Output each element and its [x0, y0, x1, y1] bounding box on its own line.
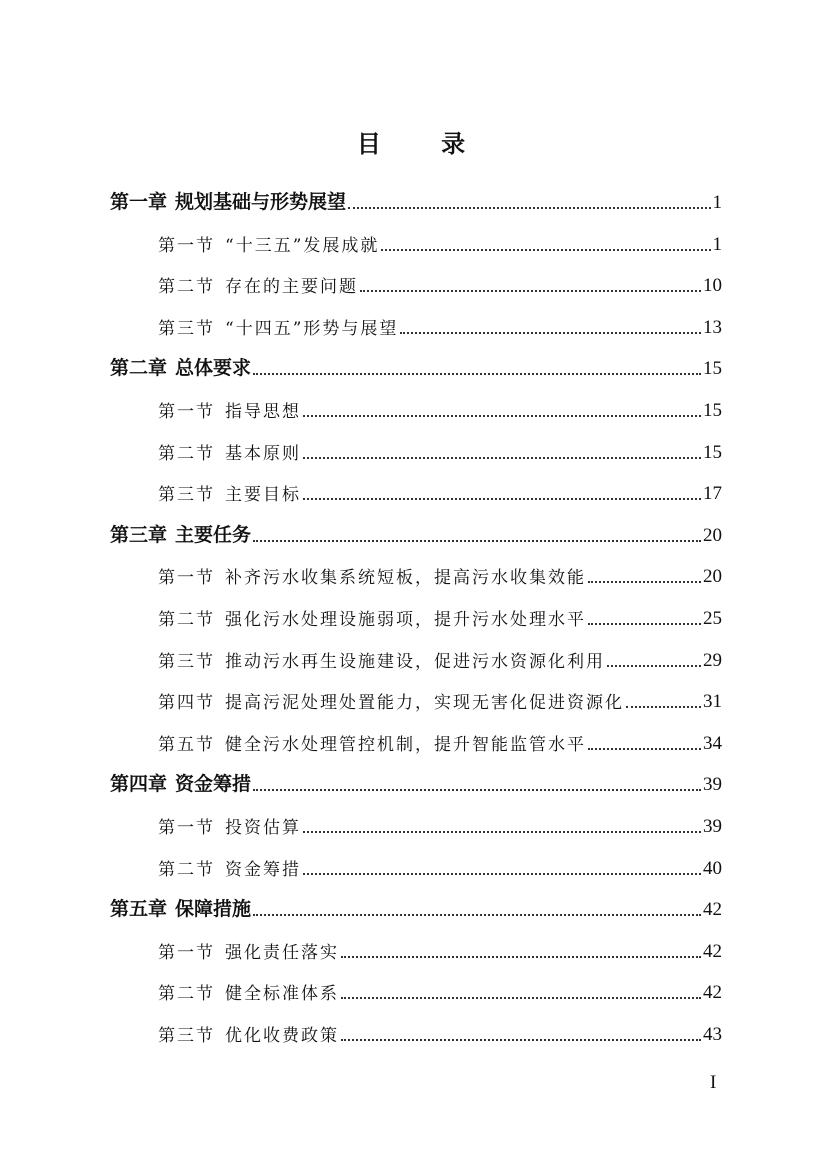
toc-entry-name: 资金筹措	[175, 773, 252, 796]
toc-section-entry[interactable]	[110, 436, 722, 464]
toc-entry-number: 第二节	[158, 610, 215, 630]
toc-entry-page: 42	[703, 940, 722, 962]
toc-entry-name: 保障措施	[175, 898, 252, 921]
toc-entry-label	[110, 520, 251, 547]
toc-entry-label	[158, 938, 339, 963]
toc-entry-name: 主要目标	[225, 485, 301, 506]
toc-dot-leader	[626, 706, 701, 708]
toc-entry-label	[158, 563, 586, 588]
toc-section-entry[interactable]	[110, 685, 722, 713]
toc-section-entry[interactable]	[110, 228, 722, 256]
toc-dot-leader	[253, 914, 701, 916]
toc-entry-number: 第一节	[158, 402, 215, 422]
toc-entry-name: 主要任务	[175, 523, 252, 546]
toc-entry-number: 第一节	[158, 818, 215, 838]
toc-entry-name: 指导思想	[225, 402, 301, 422]
toc-dot-leader	[303, 498, 701, 500]
toc-entry-name: “十三五”发展成就	[225, 235, 380, 256]
toc-entry-label	[158, 314, 398, 339]
toc-entry-number: 第二节	[158, 859, 215, 880]
toc-chapter-entry[interactable]	[110, 768, 722, 796]
toc-entry-number: 第三节	[158, 651, 215, 672]
toc-entry-page: 1	[712, 233, 722, 255]
toc-entry-page: 10	[703, 275, 722, 297]
toc-entry-label	[110, 187, 346, 214]
toc-entry-page: 40	[703, 857, 722, 879]
toc-dot-leader	[348, 207, 710, 209]
toc-entry-number: 第三节	[158, 1026, 215, 1046]
toc-dot-leader	[303, 457, 701, 459]
toc-section-entry[interactable]	[110, 560, 722, 588]
toc-dot-leader	[360, 290, 701, 292]
toc-entry-label	[158, 730, 586, 755]
toc-entry-label	[158, 813, 301, 838]
toc-entry-number: 第二节	[158, 443, 215, 464]
toc-section-entry[interactable]	[110, 810, 722, 838]
toc-entry-page: 20	[703, 566, 722, 588]
toc-entry-name: 投资估算	[225, 818, 301, 838]
toc-dot-leader	[253, 789, 701, 791]
toc-entry-label	[110, 894, 251, 921]
toc-entry-page: 43	[703, 1024, 722, 1045]
toc-title: 目 录	[356, 129, 492, 158]
toc-entry-number: 第一节	[158, 942, 215, 963]
toc-entry-number: 第四章	[110, 773, 168, 796]
toc-entry-page: 20	[703, 524, 722, 546]
toc-chapter-entry[interactable]	[110, 352, 722, 380]
toc-entry-number: 第四节	[158, 693, 215, 714]
toc-section-entry[interactable]	[110, 976, 722, 1004]
toc-chapter-entry[interactable]	[110, 519, 722, 547]
toc-entry-name: “十四五”形势与展望	[225, 318, 399, 339]
toc-entry-number: 第三章	[110, 523, 168, 546]
toc-entry-label	[110, 353, 251, 380]
toc-section-entry[interactable]	[110, 602, 722, 630]
toc-entry-label	[158, 605, 586, 630]
toc-entry-name: 强化责任落实	[225, 942, 339, 963]
toc-entry-number: 第五节	[158, 734, 215, 755]
toc-section-entry[interactable]	[110, 935, 722, 963]
toc-entry-page: 15	[703, 358, 722, 380]
toc-section-entry[interactable]	[110, 394, 722, 422]
toc-dot-leader	[253, 373, 701, 375]
toc-entry-name: 优化收费政策	[225, 1026, 339, 1046]
toc-section-entry[interactable]	[110, 644, 722, 672]
page-number: I	[710, 1072, 717, 1093]
toc-entry-number: 第三节	[158, 485, 215, 506]
toc-section-entry[interactable]	[110, 852, 722, 880]
toc-entry-label	[158, 397, 301, 422]
toc-entry-label	[158, 480, 301, 505]
toc-entry-name: 健全标准体系	[225, 984, 339, 1005]
toc-entry-label	[158, 1021, 339, 1046]
toc-entry-page: 1	[712, 192, 722, 213]
toc-entry-name: 补齐污水收集系统短板，提高污水收集效能	[225, 568, 586, 589]
toc-chapter-entry[interactable]	[110, 893, 722, 921]
toc-entry-name: 资金筹措	[225, 859, 301, 880]
toc-entry-name: 存在的主要问题	[225, 277, 358, 298]
toc-entry-label	[158, 439, 301, 464]
toc-dot-leader	[303, 831, 701, 833]
toc-entry-number: 第一节	[158, 568, 215, 589]
toc-dot-leader	[303, 415, 701, 417]
toc-entry-label	[158, 855, 301, 880]
toc-dot-leader	[303, 873, 701, 875]
toc-entry-page: 17	[703, 483, 722, 505]
toc-section-entry[interactable]	[110, 727, 722, 755]
toc-entry-label	[158, 272, 358, 297]
toc-entry-number: 第二节	[158, 984, 215, 1005]
toc-entry-name: 基本原则	[225, 443, 301, 464]
toc-entry-name: 提高污泥处理处置能力，实现无害化促进资源化	[225, 693, 624, 714]
toc-entry-number: 第三节	[158, 318, 215, 339]
toc-entry-number: 第二章	[110, 357, 168, 380]
toc-section-entry[interactable]	[110, 1018, 722, 1046]
toc-entry-name: 健全污水处理管控机制，提升智能监管水平	[225, 734, 586, 755]
toc-entry-label	[158, 979, 339, 1004]
toc-entry-page: 13	[703, 316, 722, 338]
toc-entry-name: 总体要求	[175, 357, 252, 380]
toc-entry-name: 强化污水处理设施弱项，提升污水处理水平	[225, 610, 586, 630]
toc-section-entry[interactable]	[110, 311, 722, 339]
toc-section-entry[interactable]	[110, 269, 722, 297]
toc-entry-page: 15	[703, 400, 722, 421]
toc-dot-leader	[400, 332, 701, 334]
toc-dot-leader	[588, 623, 701, 625]
toc-entry-label	[158, 231, 379, 256]
toc-entry-number: 第五章	[110, 898, 168, 921]
toc-entry-page: 29	[703, 649, 722, 671]
toc-entry-page: 42	[703, 899, 722, 921]
toc-entry-page: 31	[703, 691, 722, 713]
toc-entry-number: 第一章	[110, 191, 168, 213]
toc-entry-page: 42	[703, 982, 722, 1004]
toc-entry-label	[158, 647, 605, 672]
toc-entry-page: 39	[703, 816, 722, 837]
toc-chapter-entry[interactable]	[110, 186, 722, 214]
toc-dot-leader	[341, 997, 701, 999]
toc-section-entry[interactable]	[110, 477, 722, 505]
toc-entry-label	[110, 769, 251, 796]
toc-entry-page: 34	[703, 732, 722, 754]
toc-entry-page: 25	[703, 608, 722, 629]
toc-entry-name: 推动污水再生设施建设，促进污水资源化利用	[225, 651, 605, 672]
toc-dot-leader	[341, 1039, 701, 1041]
toc-entry-number: 第一节	[158, 235, 215, 256]
toc-entry-name: 规划基础与形势展望	[175, 191, 347, 213]
toc-entry-number: 第二节	[158, 277, 215, 298]
toc-dot-leader	[607, 665, 701, 667]
toc-entry-label	[158, 688, 624, 713]
toc-dot-leader	[588, 581, 701, 583]
toc-entry-page: 39	[703, 774, 722, 796]
toc-dot-leader	[253, 540, 701, 542]
toc-dot-leader	[588, 748, 701, 750]
toc-dot-leader	[341, 956, 701, 958]
toc-dot-leader	[381, 249, 710, 251]
toc-entry-page: 15	[703, 441, 722, 463]
